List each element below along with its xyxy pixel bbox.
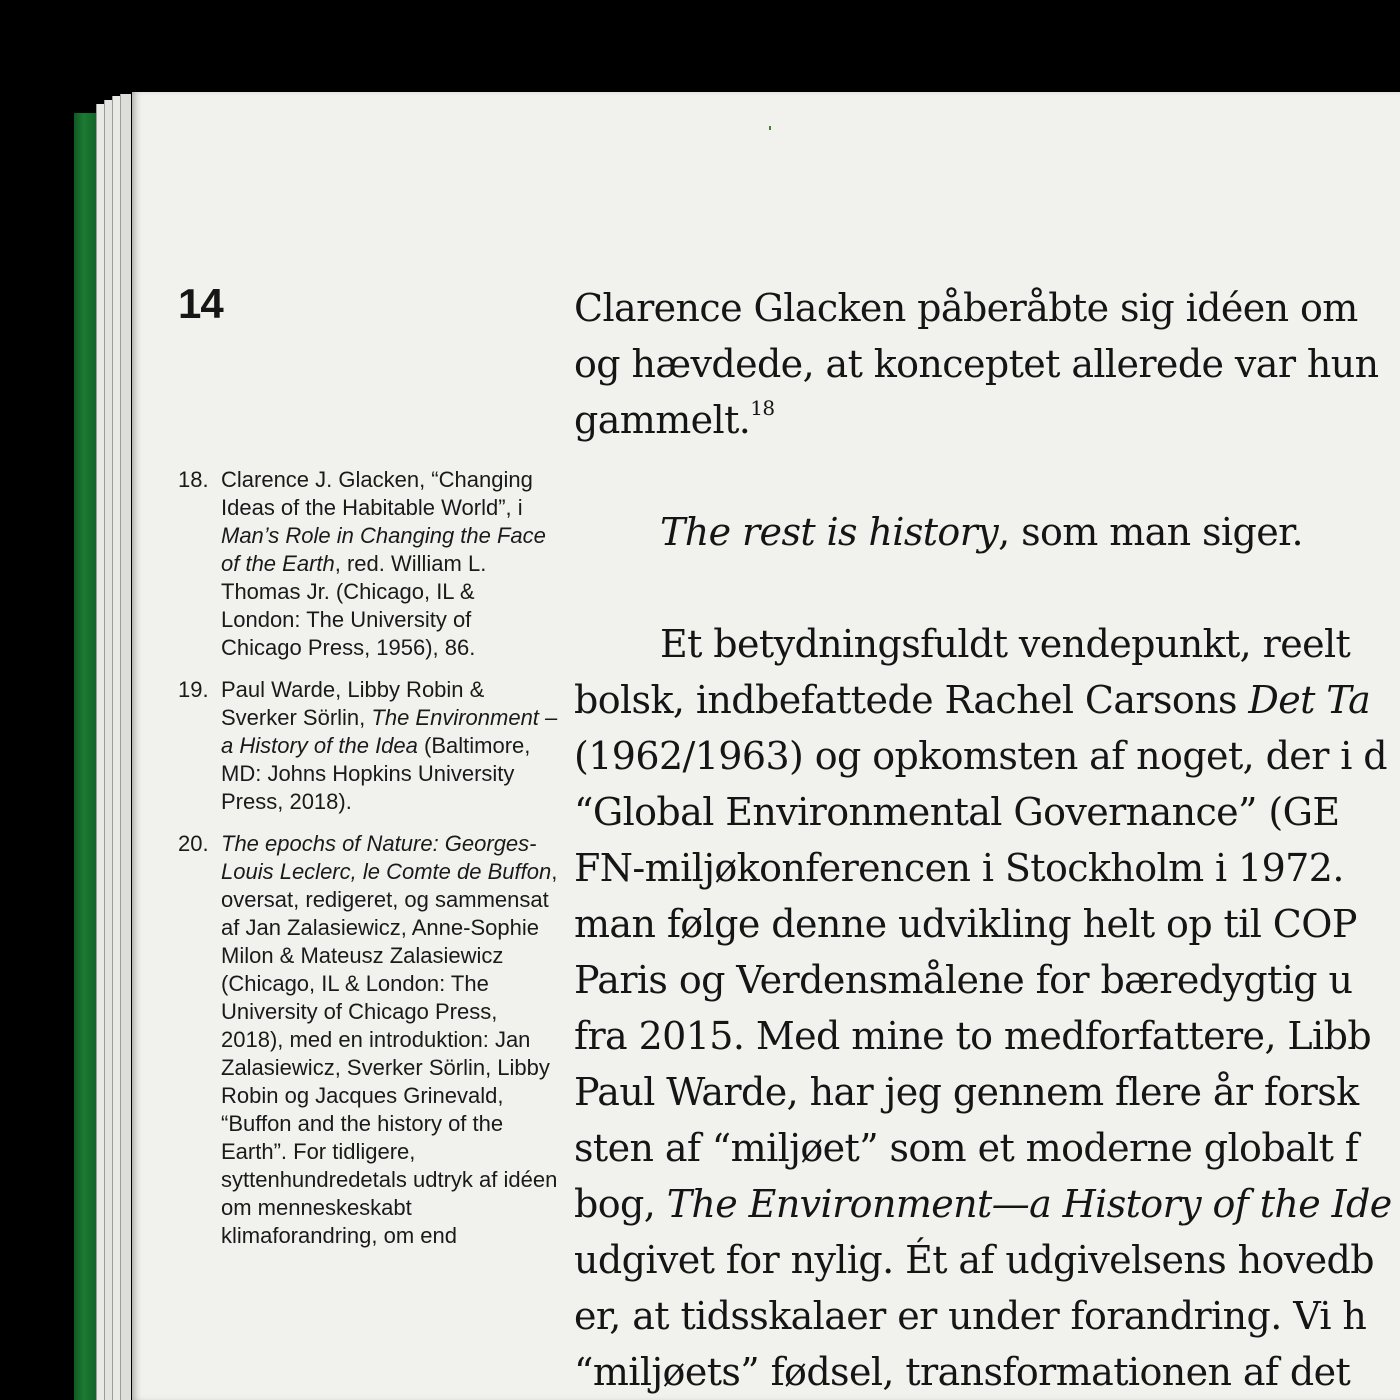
text-segment: (1962/1963) og opkomsten af noget, der i d xyxy=(574,734,1387,778)
footnote-ref: 18 xyxy=(750,396,775,420)
body-line xyxy=(574,1232,1400,1288)
footnote-number: 18. xyxy=(178,467,209,492)
text-segment: , oversat, redigeret, og sammensat af Jan Zalasiewicz, Anne-Sophie Milon & Mateusz Zalasiewicz (Chicago, IL & London: The University of Chicago Press, 2018), med en introduktion: Jan Zalasiewicz, Sverker Sörlin, Libby Robin og Jacques Grinevald, “Buffon and the history of the Earth”. For tidligere, syttenhundredetals udtryk af idéen om menneskeskabt klimaforandring, om end xyxy=(221,859,558,1248)
footnote xyxy=(178,676,558,816)
text-segment: “miljøets” fødsel, transformationen af det xyxy=(574,1350,1351,1394)
body-line xyxy=(574,840,1400,896)
body-line xyxy=(574,1176,1400,1232)
body-line xyxy=(574,392,1400,448)
text-segment: Paul Warde, har jeg gennem flere år forsk xyxy=(574,1070,1359,1114)
text-segment: bolsk, indbefattede Rachel Carsons xyxy=(574,678,1249,722)
footnote xyxy=(178,466,558,662)
text-segment: er, at tidsskalaer er under forandring. Vi h xyxy=(574,1294,1367,1338)
text-segment: man følge denne udvikling helt op til COP xyxy=(574,902,1357,946)
text-segment: sten af “miljøet” som et moderne globalt f xyxy=(574,1126,1359,1170)
body-line xyxy=(574,672,1400,728)
page-edge xyxy=(120,94,131,1400)
text-segment: og hævdede, at konceptet allerede var hun xyxy=(574,342,1379,386)
italic-text: The rest is history xyxy=(660,510,999,554)
text-segment: Paul Warde, Libby Robin & Sverker Sörlin, xyxy=(221,677,485,730)
body-line xyxy=(574,728,1400,784)
body-line xyxy=(574,784,1400,840)
italic-text: Det Ta xyxy=(1248,678,1371,722)
footnote-text xyxy=(221,830,558,1250)
footnote-text xyxy=(221,676,558,816)
body-line xyxy=(574,280,1400,336)
footnotes xyxy=(178,466,558,1264)
body-line xyxy=(574,896,1400,952)
page-number: 14 xyxy=(178,280,223,327)
body-line xyxy=(574,504,1400,560)
body-line xyxy=(574,1344,1400,1400)
body-line xyxy=(574,616,1400,672)
green-cover-edge xyxy=(74,113,96,1400)
footnote-number: 20. xyxy=(178,831,209,856)
italic-text: The Environment – a History of the Idea xyxy=(221,705,558,758)
body-line xyxy=(574,952,1400,1008)
body-line xyxy=(574,1288,1400,1344)
text-segment: FN-miljøkonferencen i Stockholm i 1972. xyxy=(574,846,1344,890)
body-line xyxy=(574,1120,1400,1176)
footnote xyxy=(178,830,558,1250)
italic-text: The epochs of Nature: Georges-Louis Leclerc, le Comte de Buffon xyxy=(221,831,552,884)
footnote-text xyxy=(221,466,558,662)
body-line xyxy=(574,336,1400,392)
paragraph-gap xyxy=(574,560,1400,616)
text-segment: Clarence Glacken påberåbte sig idéen om xyxy=(574,286,1358,330)
text-segment: Et betydningsfuldt vendepunkt, reelt xyxy=(660,622,1351,666)
text-segment: , som man siger. xyxy=(998,510,1303,554)
text-segment: (Baltimore, MD: Johns Hopkins University Press, 2018). xyxy=(221,733,531,814)
paper-fleck xyxy=(769,126,771,130)
text-segment: udgivet for nylig. Ét af udgivelsens hovedb xyxy=(574,1238,1374,1282)
text-segment: “Global Environmental Governance” (GE xyxy=(574,790,1340,834)
text-segment: fra 2015. Med mine to medforfattere, Libb xyxy=(574,1014,1372,1058)
footnote-number: 19. xyxy=(178,677,209,702)
body-line xyxy=(574,1064,1400,1120)
body-line xyxy=(574,1008,1400,1064)
body-text xyxy=(574,280,1400,1400)
text-segment: bog, xyxy=(574,1182,667,1226)
text-segment: Paris og Verdensmålene for bæredygtig u xyxy=(574,958,1353,1002)
text-segment: gammelt. xyxy=(574,398,751,442)
text-segment: Clarence J. Glacken, “Changing Ideas of the Habitable World”, i xyxy=(221,467,533,520)
italic-text: The Environment—a History of the Ide xyxy=(666,1182,1392,1226)
paragraph-gap xyxy=(574,448,1400,504)
italic-text: Man’s Role in Changing the Face of the Earth xyxy=(221,523,546,576)
text-segment: , red. William L. Thomas Jr. (Chicago, IL & London: The University of Chicago Press, 1956), 86. xyxy=(221,551,487,660)
